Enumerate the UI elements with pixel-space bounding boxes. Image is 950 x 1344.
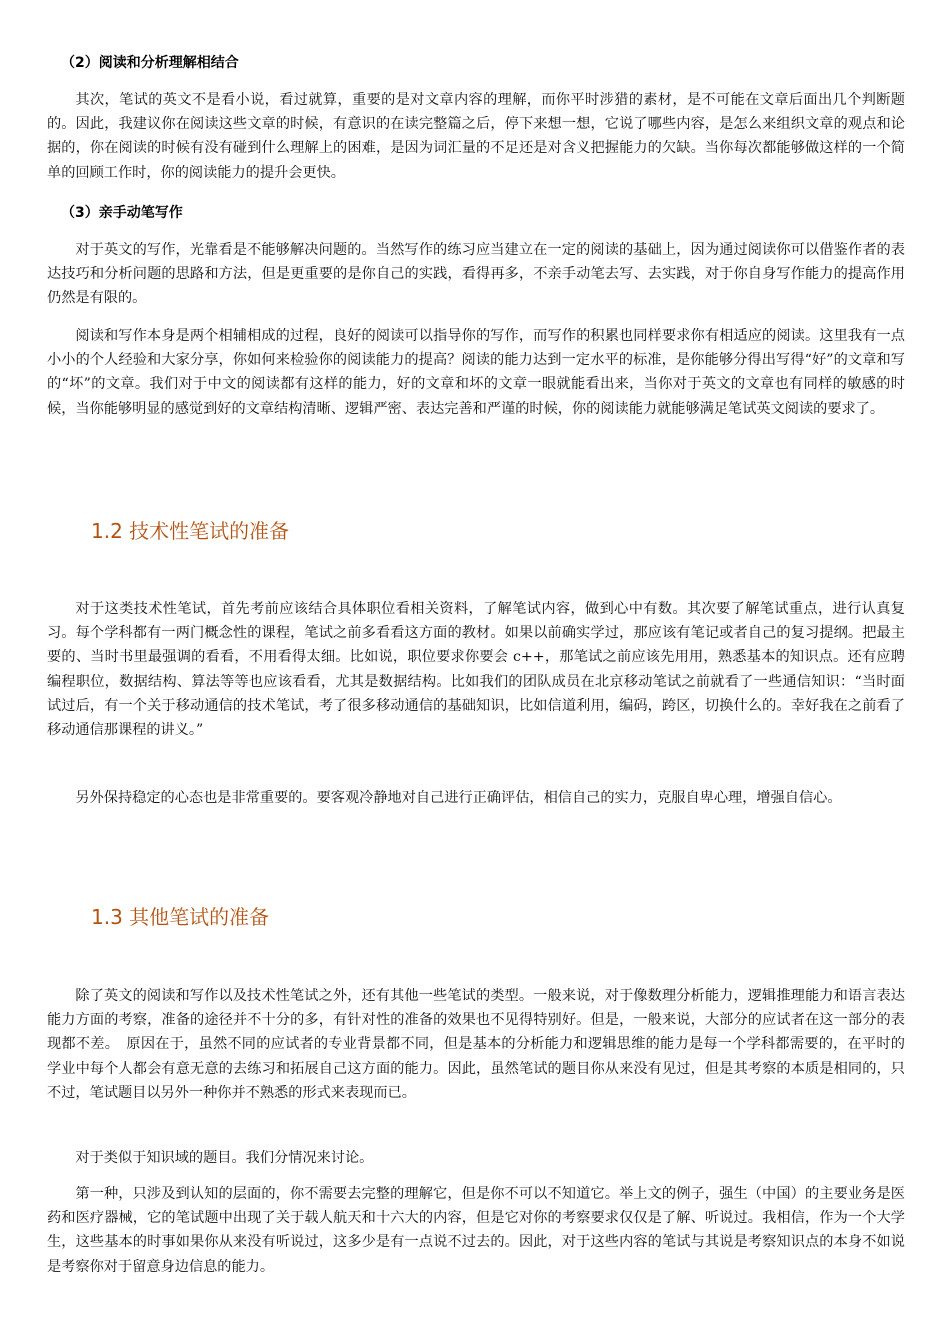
- section-heading-1-2: 1.2 技术性笔试的准备: [91, 519, 290, 543]
- paragraph-reading-writing: 阅读和写作本身是两个相辅相成的过程，良好的阅读可以指导你的写作，而写作的积累也同样要求你有相适应的阅读。这里我有一点小小的个人经验和大家分享，你如何来检验你的阅读能力的提高？阅读的能力达到一定水平的标准，是你能够分得出写得“好”的文章和写的“坏”的文章。我们对于中文的阅读都有这样的能力，好的文章和坏的文章一眼就能看出来，当你对于英文的文章也有同样的敏感的时候，当你能够明显的感觉到好的文章结构清晰、逻辑严密、表达完善和严谨的时候，你的阅读能力就能够满足笔试英文阅读的要求了。: [47, 328, 905, 417]
- section-heading-1-3: 1.3 其他笔试的准备: [91, 905, 270, 929]
- paragraph-stable-mindset: 另外保持稳定的心态也是非常重要的。要客观冷静地对自己进行正确评估，相信自己的实力，克服自卑心理，增强自信心。: [75, 790, 842, 806]
- paragraph-knowledge-domain: 对于类似于知识域的题目。我们分情况来讨论。: [75, 1150, 374, 1166]
- paragraph-first-type: 第一种，只涉及到认知的层面的，你不需要去完整的理解它，但是你不可以不知道它。举上文的例子，强生（中国）的主要业务是医药和医疗器械，它的笔试题中出现了关于载人航天和十六大的内容，但是它对你的考察要求仅仅是了解、听说过。我相信，作为一个大学生，这些基本的时事如果你从来没有听说过，这多少是有一点说不过去的。因此，对于这些内容的笔试与其说是考察知识点的本身不如说是考察你对于留意身边信息的能力。: [47, 1186, 905, 1275]
- paragraph-writing-practice: 对于英文的写作，光靠看是不能够解决问题的。当然写作的练习应当建立在一定的阅读的基础上，因为通过阅读你可以借鉴作者的表达技巧和分析问题的思路和方法，但是更重要的是你自己的实践，看得再多，不亲手动笔去写、去实践，对于你自身写作能力的提高作用仍然是有限的。: [47, 242, 905, 307]
- subsection-title-2: （2）阅读和分析理解相结合: [61, 55, 239, 71]
- paragraph-other-exams: 除了英文的阅读和写作以及技术性笔试之外，还有其他一些笔试的类型。一般来说，对于像数理分析能力，逻辑推理能力和语言表达能力方面的考察，准备的途径并不十分的多，有针对性的准备的效果也不见得特别好。但是，一般来说，大部分的应试者在这一部分的表现都不差。 原因在于，虽然不同的应试者的专业背景都不同，但是基本的分析能力和逻辑思维的能力是每一个学科都需要的，在平时的学业中每个人都会有意无意的去练习和拓展自己这方面的能力。因此，虽然笔试的题目你从来没有见过，但是其考察的本质是相同的，只不过，笔试题目以另外一种你并不熟悉的形式来表现而已。: [47, 988, 905, 1101]
- subsection-title-3: （3）亲手动笔写作: [61, 205, 183, 221]
- paragraph-technical-exam: 对于这类技术性笔试，首先考前应该结合具体职位看相关资料，了解笔试内容，做到心中有数。其次要了解笔试重点，进行认真复习。每个学科都有一两门概念性的课程，笔试之前多看看这方面的教材。如果以前确实学过，那应该有笔记或者自己的复习提纲。把最主要的、当时书里最强调的看看，不用看得太细。比如说，职位要求你要会 c++，那笔试之前应该先用用，熟悉基本的知识点。还有应聘编程职位，数据结构、算法等等也应该看看，尤其是数据结构。比如我们的团队成员在北京移动笔试之前就看了一些通信知识：“当时面试过后，有一个关于移动通信的技术笔试，考了很多移动通信的基础知识，比如信道利用，编码，跨区，切换什么的。幸好我在之前看了移动通信那课程的讲义。”: [47, 601, 905, 739]
- paragraph-reading-analysis: 其次，笔试的英文不是看小说，看过就算，重要的是对文章内容的理解，而你平时涉猎的素材，是不可能在文章后面出几个判断题的。因此，我建议你在阅读这些文章的时候，有意识的在读完整篇之后，停下来想一想，它说了哪些内容，是怎么来组织文章的观点和论据的，你在阅读的时候有没有碰到什么理解上的困难，是因为词汇量的不足还是对含义把握能力的欠缺。当你每次都能够做这样的一个简单的回顾工作时，你的阅读能力的提升会更快。: [47, 92, 905, 181]
